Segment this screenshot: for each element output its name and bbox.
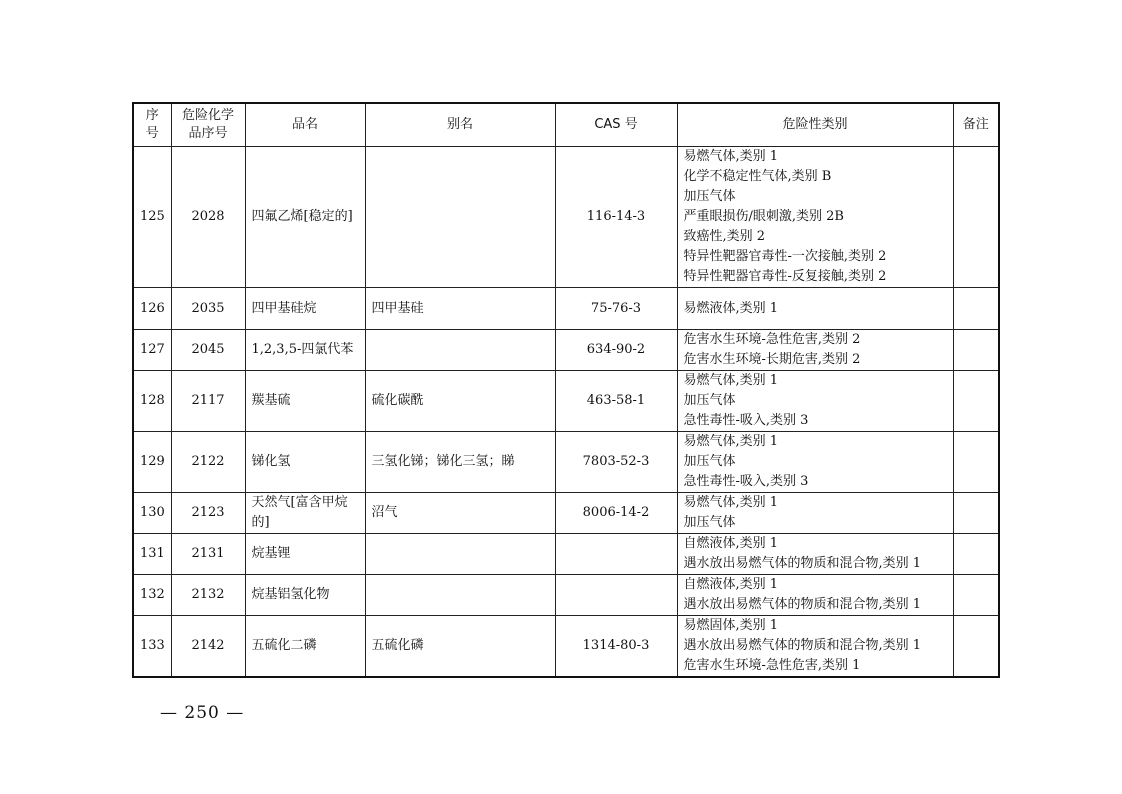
cell-seq: 129 bbox=[133, 432, 171, 493]
cell-note bbox=[953, 534, 999, 575]
cell-note bbox=[953, 371, 999, 432]
hazard-line: 易燃气体,类别 1 bbox=[683, 373, 779, 388]
cell-cas: 8006-14-2 bbox=[555, 493, 677, 534]
cell-cas bbox=[555, 534, 677, 575]
table-row bbox=[133, 432, 999, 493]
header-seq: 序 号 bbox=[133, 103, 171, 147]
cell-seq: 130 bbox=[133, 493, 171, 534]
cell-name: 五硫化二磷 bbox=[245, 616, 365, 678]
cell-hazard bbox=[677, 371, 953, 432]
cell-hazard bbox=[677, 147, 953, 288]
cell-cas bbox=[555, 575, 677, 616]
hazard-line: 自燃液体,类别 1 bbox=[683, 536, 779, 551]
cell-name: 四氟乙烯[稳定的] bbox=[245, 147, 365, 288]
cell-alias bbox=[365, 575, 555, 616]
cell-note bbox=[953, 330, 999, 371]
cell-name: 烷基锂 bbox=[245, 534, 365, 575]
cell-name: 锑化氢 bbox=[245, 432, 365, 493]
header-alias: 别名 bbox=[365, 103, 555, 147]
hazard-line: 自燃液体,类别 1 bbox=[683, 577, 779, 592]
cell-cas: 1314-80-3 bbox=[555, 616, 677, 678]
cell-cas: 463-58-1 bbox=[555, 371, 677, 432]
cell-cas: 634-90-2 bbox=[555, 330, 677, 371]
header-code: 危险化学 品序号 bbox=[171, 103, 245, 147]
cell-code: 2123 bbox=[171, 493, 245, 534]
hazard-line: 遇水放出易燃气体的物质和混合物,类别 1 bbox=[683, 556, 922, 571]
cell-alias bbox=[365, 147, 555, 288]
cell-name: 烷基铝氢化物 bbox=[245, 575, 365, 616]
cell-hazard bbox=[677, 330, 953, 371]
cell-hazard bbox=[677, 493, 953, 534]
cell-code: 2028 bbox=[171, 147, 245, 288]
cell-seq: 131 bbox=[133, 534, 171, 575]
hazard-line: 致癌性,类别 2 bbox=[683, 229, 766, 244]
cell-alias bbox=[365, 330, 555, 371]
hazard-line: 遇水放出易燃气体的物质和混合物,类别 1 bbox=[683, 638, 922, 653]
cell-code: 2132 bbox=[171, 575, 245, 616]
hazard-line: 危害水生环境-急性危害,类别 1 bbox=[683, 658, 861, 673]
table-row bbox=[133, 288, 999, 330]
hazard-line: 加压气体 bbox=[683, 393, 736, 408]
cell-code: 2117 bbox=[171, 371, 245, 432]
cell-note bbox=[953, 616, 999, 678]
cell-seq: 133 bbox=[133, 616, 171, 678]
hazard-line: 易燃气体,类别 1 bbox=[683, 495, 779, 510]
table-header-row bbox=[133, 103, 999, 147]
cell-seq: 127 bbox=[133, 330, 171, 371]
hazard-line: 危害水生环境-长期危害,类别 2 bbox=[683, 352, 861, 367]
hazard-line: 易燃气体,类别 1 bbox=[683, 434, 779, 449]
cell-name: 四甲基硅烷 bbox=[245, 288, 365, 330]
cell-hazard bbox=[677, 534, 953, 575]
header-cas: CAS 号 bbox=[555, 103, 677, 147]
hazard-line: 特异性靶器官毒性-反复接触,类别 2 bbox=[683, 269, 887, 284]
hazard-line: 易燃固体,类别 1 bbox=[683, 618, 779, 633]
table-row bbox=[133, 493, 999, 534]
hazard-line: 特异性靶器官毒性-一次接触,类别 2 bbox=[683, 249, 887, 264]
cell-code: 2122 bbox=[171, 432, 245, 493]
cell-alias: 三氢化锑；锑化三氢；睇 bbox=[365, 432, 555, 493]
hazard-line: 化学不稳定性气体,类别 B bbox=[683, 169, 832, 184]
cell-hazard bbox=[677, 616, 953, 678]
page-number: — 250 — bbox=[160, 703, 245, 723]
cell-code: 2035 bbox=[171, 288, 245, 330]
cell-note bbox=[953, 147, 999, 288]
hazard-line: 遇水放出易燃气体的物质和混合物,类别 1 bbox=[683, 597, 922, 612]
table-row bbox=[133, 534, 999, 575]
table-row bbox=[133, 371, 999, 432]
cell-seq: 128 bbox=[133, 371, 171, 432]
cell-seq: 132 bbox=[133, 575, 171, 616]
table-row bbox=[133, 147, 999, 288]
header-hazard: 危险性类别 bbox=[677, 103, 953, 147]
cell-note bbox=[953, 288, 999, 330]
hazard-line: 危害水生环境-急性危害,类别 2 bbox=[683, 332, 861, 347]
header-note: 备注 bbox=[953, 103, 999, 147]
cell-code: 2142 bbox=[171, 616, 245, 678]
table-row bbox=[133, 616, 999, 678]
cell-seq: 125 bbox=[133, 147, 171, 288]
hazard-line: 易燃液体,类别 1 bbox=[683, 300, 779, 316]
cell-alias bbox=[365, 534, 555, 575]
hazard-line: 急性毒性-吸入,类别 3 bbox=[683, 413, 809, 428]
cell-hazard bbox=[677, 575, 953, 616]
table-row bbox=[133, 330, 999, 371]
hazard-line: 严重眼损伤/眼刺激,类别 2B bbox=[683, 209, 844, 224]
cell-alias: 四甲基硅 bbox=[365, 288, 555, 330]
cell-name: 天然气[富含甲烷的] bbox=[245, 493, 365, 534]
cell-hazard bbox=[677, 432, 953, 493]
hazard-line: 加压气体 bbox=[683, 515, 736, 530]
hazard-line: 加压气体 bbox=[683, 454, 736, 469]
cell-code: 2045 bbox=[171, 330, 245, 371]
cell-code: 2131 bbox=[171, 534, 245, 575]
cell-name: 1,2,3,5-四氯代苯 bbox=[245, 330, 365, 371]
cell-alias: 五硫化磷 bbox=[365, 616, 555, 678]
cell-alias: 沼气 bbox=[365, 493, 555, 534]
cell-alias: 硫化碳酰 bbox=[365, 371, 555, 432]
cell-cas: 7803-52-3 bbox=[555, 432, 677, 493]
cell-note bbox=[953, 432, 999, 493]
hazardous-chemicals-table bbox=[132, 102, 1000, 678]
cell-cas: 75-76-3 bbox=[555, 288, 677, 330]
cell-cas: 116-14-3 bbox=[555, 147, 677, 288]
cell-note bbox=[953, 575, 999, 616]
hazard-line: 易燃气体,类别 1 bbox=[683, 149, 779, 164]
cell-hazard bbox=[677, 288, 953, 330]
cell-seq: 126 bbox=[133, 288, 171, 330]
cell-note bbox=[953, 493, 999, 534]
cell-name: 羰基硫 bbox=[245, 371, 365, 432]
hazard-line: 加压气体 bbox=[683, 189, 736, 204]
header-name: 品名 bbox=[245, 103, 365, 147]
table-row bbox=[133, 575, 999, 616]
hazard-line: 急性毒性-吸入,类别 3 bbox=[683, 474, 809, 489]
